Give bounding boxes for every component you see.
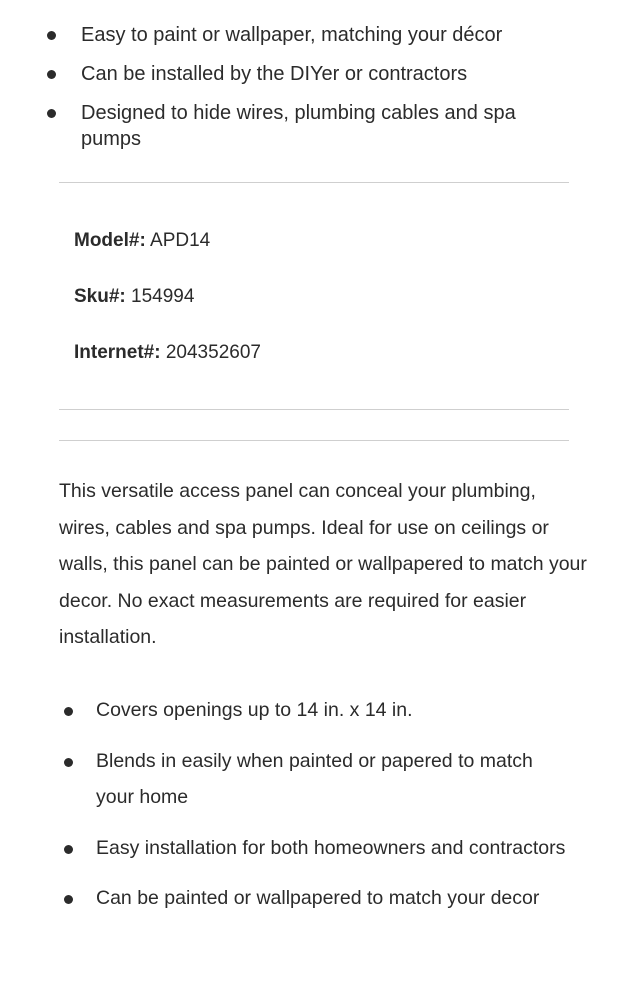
feature-item [0,100,626,152]
bullet-icon [64,758,73,767]
divider [59,182,569,183]
feature-list-top [0,22,626,165]
feature-text: Easy installation for both homeowners and contractors [96,836,566,859]
bullet-icon [47,109,56,118]
spec-model [74,229,210,253]
spec-sku-label: Sku#: [74,286,126,307]
spec-internet-value: 204352607 [165,342,261,363]
feature-item [0,743,626,816]
spec-internet-label: Internet#: [74,342,161,363]
bullet-icon [64,707,73,716]
feature-list-bottom [0,692,626,931]
bullet-icon [64,895,73,904]
spec-internet [74,341,261,365]
feature-item [0,22,626,48]
bullet-icon [47,70,56,79]
feature-text: Easy to paint or wallpaper, matching your décor [81,24,503,46]
feature-text: Covers openings up to 14 in. x 14 in. [96,699,413,721]
product-description: This versatile access panel can conceal your plumbing, wires, cables and spa pumps. Ideal for use on ceilings or walls, this panel can be painted or wallpapered to match your decor. No exact measurements are required for easier installation. [59,480,587,648]
feature-item [0,880,626,917]
spec-sku [74,285,194,309]
feature-text: Can be installed by the DIYer or contractors [81,63,468,85]
divider [59,409,569,410]
feature-item [0,61,626,87]
bullet-icon [64,845,73,854]
feature-text: Can be painted or wallpapered to match your decor [96,887,540,909]
feature-text: Blends in easily when painted or papered to match your home [96,749,533,808]
spec-model-label: Model#: [74,230,146,251]
spec-sku-value: 154994 [131,286,195,307]
divider [59,440,569,441]
feature-item [0,830,626,867]
bullet-icon [47,31,56,40]
feature-text: Designed to hide wires, plumbing cables and spa pumps [81,102,516,150]
feature-item [0,692,626,729]
spec-model-value: APD14 [150,230,211,251]
